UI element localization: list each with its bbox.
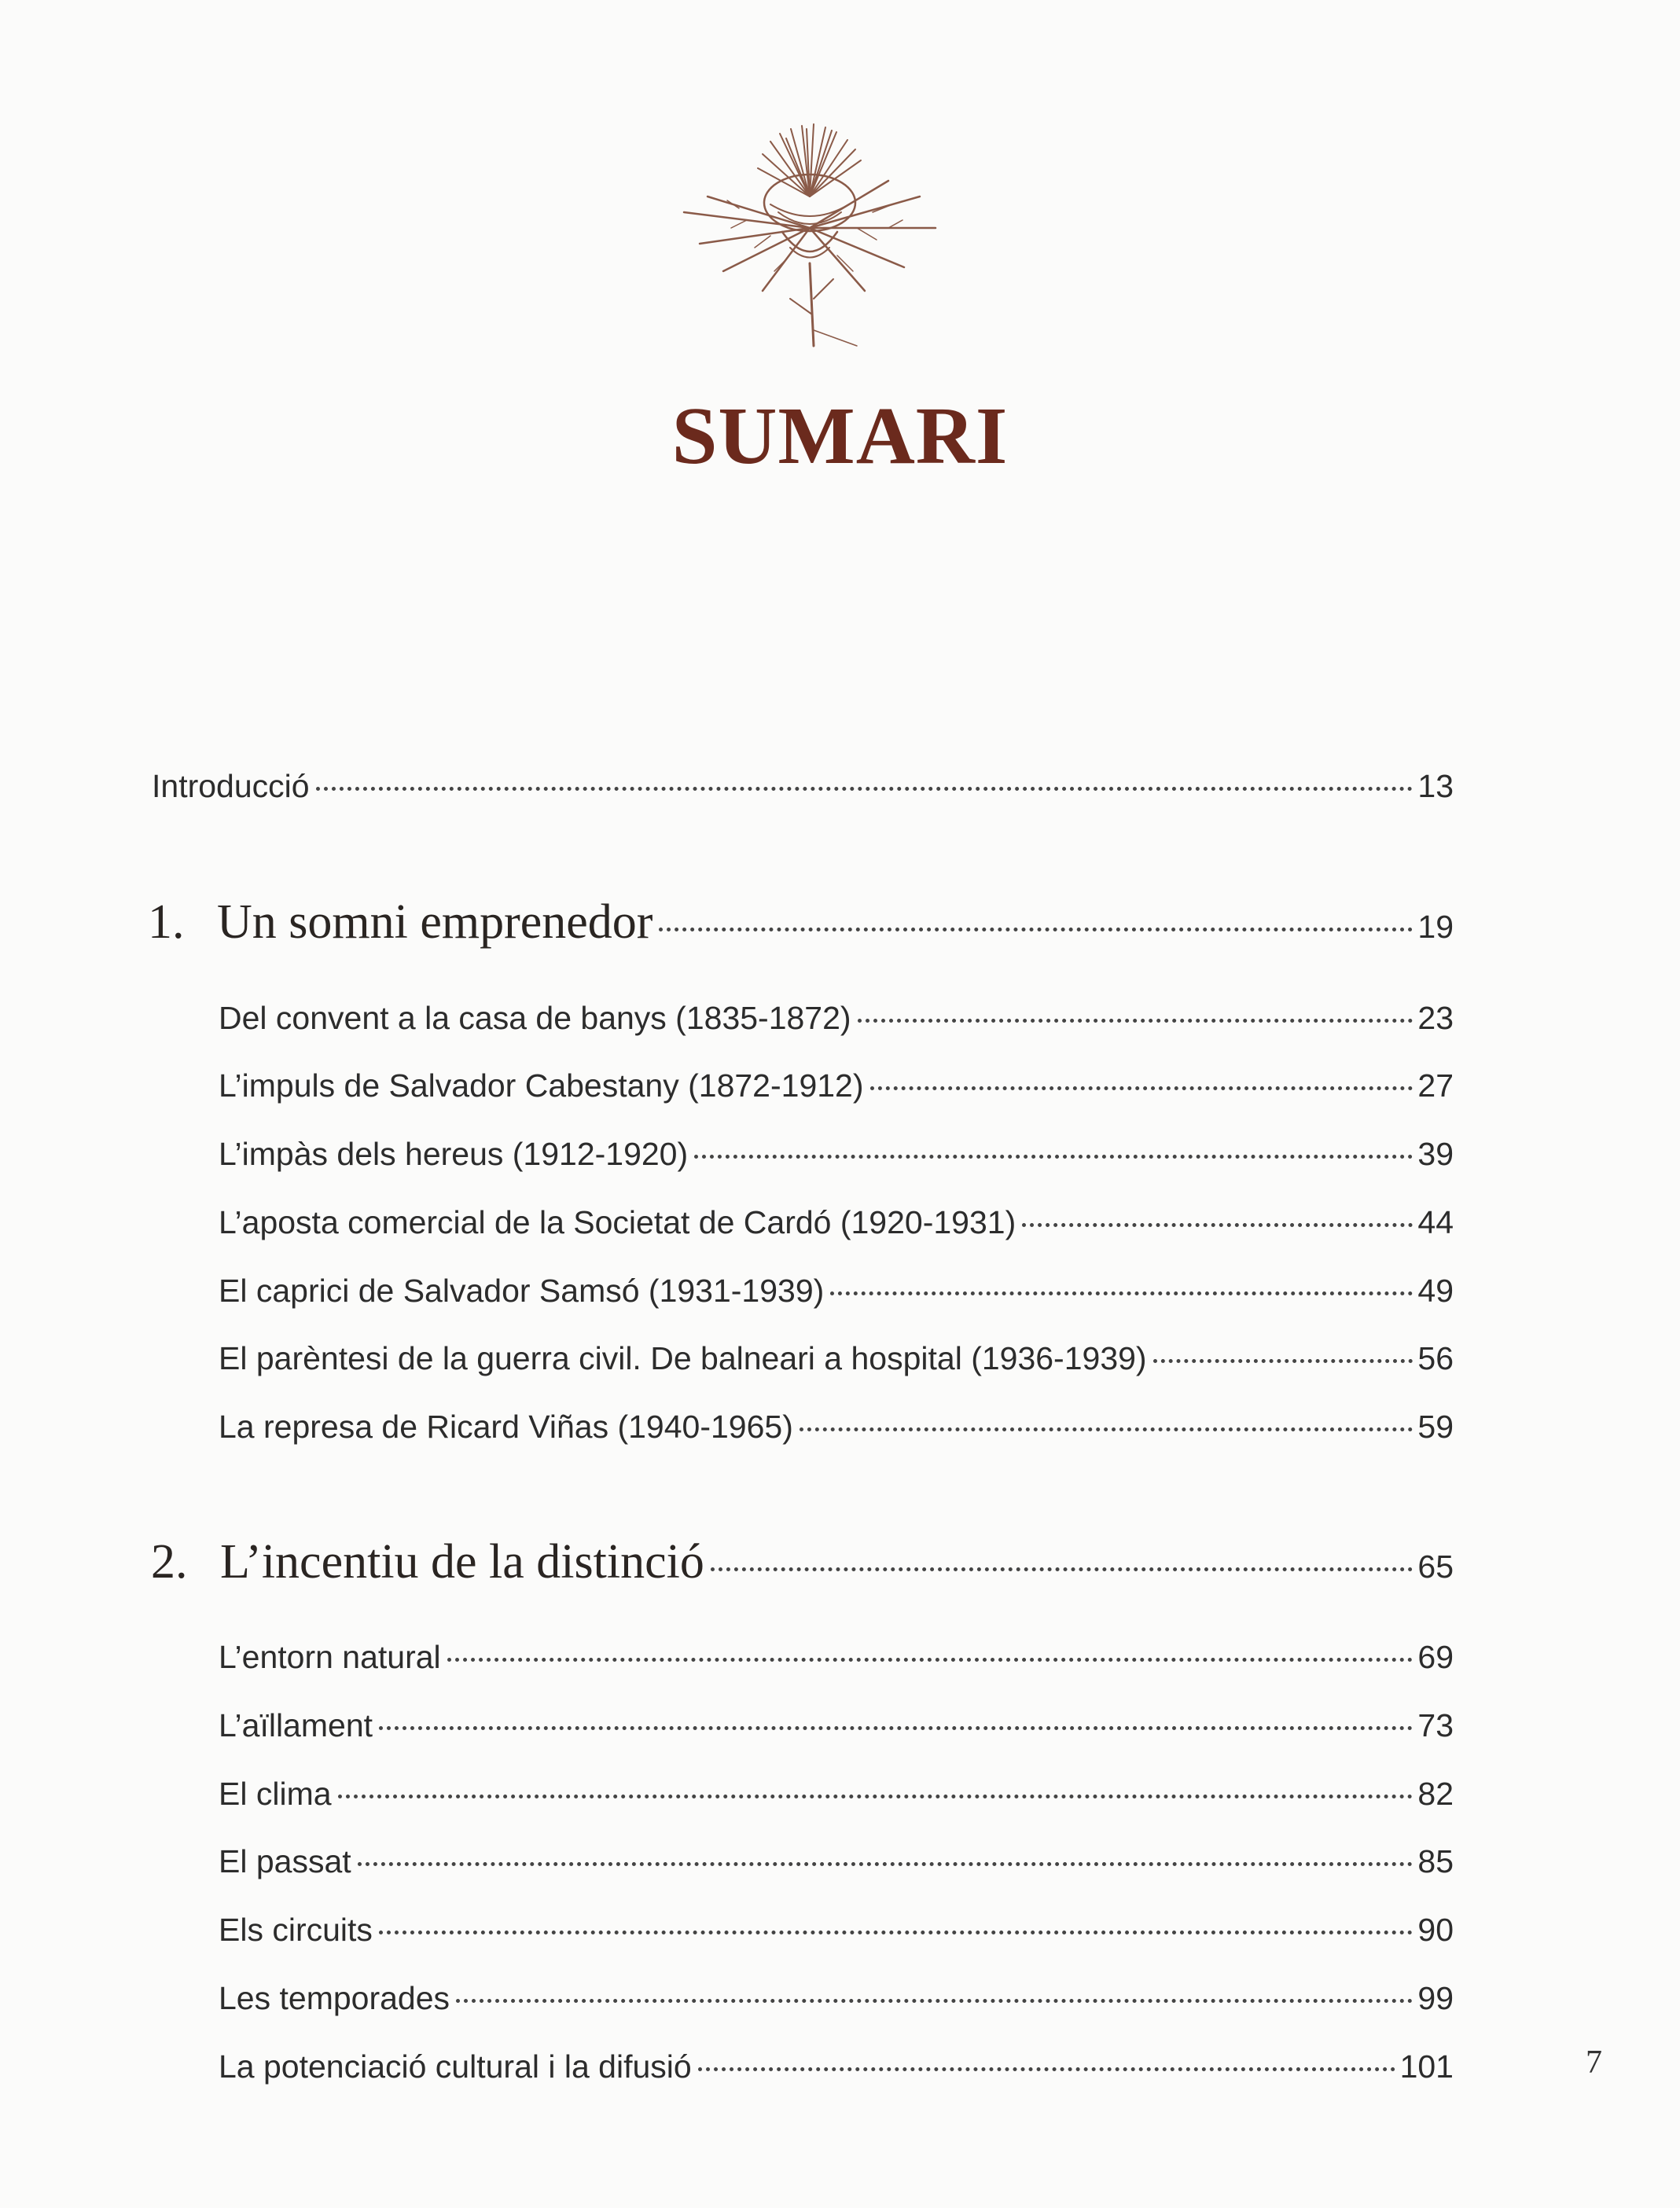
dot-leader	[456, 1999, 1413, 2003]
toc-entry-label: El clima	[219, 1776, 332, 1812]
dot-leader	[858, 1019, 1413, 1023]
toc-page-number: 65	[1417, 1549, 1454, 1585]
toc-entry[interactable]	[219, 1134, 1454, 1174]
toc-entry-label: L’aïllament	[219, 1707, 373, 1743]
toc-page-number: 82	[1417, 1776, 1454, 1812]
toc-page-number: 27	[1417, 1067, 1454, 1104]
toc-entry-label: El passat	[219, 1843, 351, 1879]
toc-entry[interactable]	[219, 1774, 1454, 1813]
dot-leader	[800, 1427, 1413, 1431]
toc-entry[interactable]	[219, 998, 1454, 1038]
toc-page-number: 13	[1417, 768, 1454, 804]
page-title: SUMARI	[671, 391, 1009, 481]
dot-leader	[659, 928, 1413, 931]
page-number: 7	[1586, 2045, 1602, 2081]
toc-page-number: 101	[1399, 2048, 1454, 2085]
dot-leader	[379, 1726, 1413, 1730]
toc-entry-label: Introducció	[152, 768, 310, 804]
dot-leader	[711, 1567, 1413, 1571]
toc-page-number: 85	[1417, 1843, 1454, 1879]
toc-entry[interactable]	[219, 1407, 1454, 1446]
toc-entry-label: L’aposta comercial de la Societat de Cardó (1920-1931)	[219, 1204, 1016, 1240]
chapter-number: 2.	[151, 1535, 188, 1589]
dot-leader	[316, 787, 1413, 791]
toc-entry[interactable]	[219, 1339, 1454, 1378]
toc-page-number: 69	[1417, 1639, 1454, 1675]
toc-page-number: 39	[1417, 1136, 1454, 1172]
toc-page-number: 99	[1417, 1980, 1454, 2016]
dot-leader	[1153, 1359, 1413, 1363]
dot-leader	[870, 1086, 1413, 1090]
toc-entry[interactable]	[219, 1203, 1454, 1242]
toc-page-number: 19	[1417, 909, 1454, 945]
toc-entry-label: Les temporades	[219, 1980, 450, 2016]
toc-entry[interactable]	[219, 1978, 1454, 2018]
dot-leader	[338, 1795, 1413, 1798]
chapter-heading	[148, 895, 653, 950]
dot-leader	[447, 1658, 1413, 1662]
chapter-title: Un somni emprenedor	[217, 895, 653, 949]
toc-entry-intro[interactable]	[152, 766, 1454, 806]
dot-leader	[379, 1931, 1413, 1934]
chapter-number: 1.	[148, 895, 185, 949]
dot-leader	[358, 1862, 1413, 1866]
toc-entry-label: L’entorn natural	[219, 1639, 441, 1675]
dot-leader	[694, 1155, 1413, 1159]
toc-entry-label: L’impàs dels hereus (1912-1920)	[219, 1136, 689, 1172]
toc-entry[interactable]	[219, 1637, 1454, 1677]
toc-page-number: 90	[1417, 1912, 1454, 1948]
toc-entry-label: Els circuits	[219, 1912, 373, 1948]
toc-entry[interactable]	[219, 1842, 1454, 1881]
toc-entry[interactable]	[219, 1271, 1454, 1310]
toc-entry[interactable]	[219, 1066, 1454, 1105]
dot-leader	[830, 1291, 1413, 1295]
toc-entry-label: El parèntesi de la guerra civil. De balneari a hospital (1936-1939)	[219, 1340, 1147, 1376]
toc-entry-label: L’impuls de Salvador Cabestany (1872-1912)	[219, 1067, 864, 1104]
toc-entry[interactable]	[219, 1910, 1454, 1949]
toc-page-number: 73	[1417, 1707, 1454, 1743]
toc-page-number: 59	[1417, 1409, 1454, 1445]
toc-chapter-2[interactable]	[151, 1534, 1454, 1594]
dot-leader	[1022, 1223, 1413, 1227]
toc-page-number: 44	[1417, 1204, 1454, 1240]
dot-leader	[698, 2067, 1395, 2071]
toc-page-number: 23	[1417, 1000, 1454, 1036]
toc-page-number: 49	[1417, 1273, 1454, 1309]
toc-page-number: 56	[1417, 1340, 1454, 1376]
chapter-title: L’incentiu de la distinció	[220, 1535, 704, 1589]
toc-entry-label: Del convent a la casa de banys (1835-1872)	[219, 1000, 851, 1036]
toc-entry-label: La represa de Ricard Viñas (1940-1965)	[219, 1409, 793, 1445]
chapter-heading	[151, 1534, 704, 1589]
toc-entry[interactable]	[219, 2047, 1454, 2086]
toc-entry-label: El caprici de Salvador Samsó (1931-1939)	[219, 1273, 825, 1309]
toc-entry[interactable]	[219, 1706, 1454, 1745]
toc-chapter-1[interactable]	[148, 895, 1454, 954]
toc-entry-label: La potenciació cultural i la difusió	[219, 2048, 692, 2085]
